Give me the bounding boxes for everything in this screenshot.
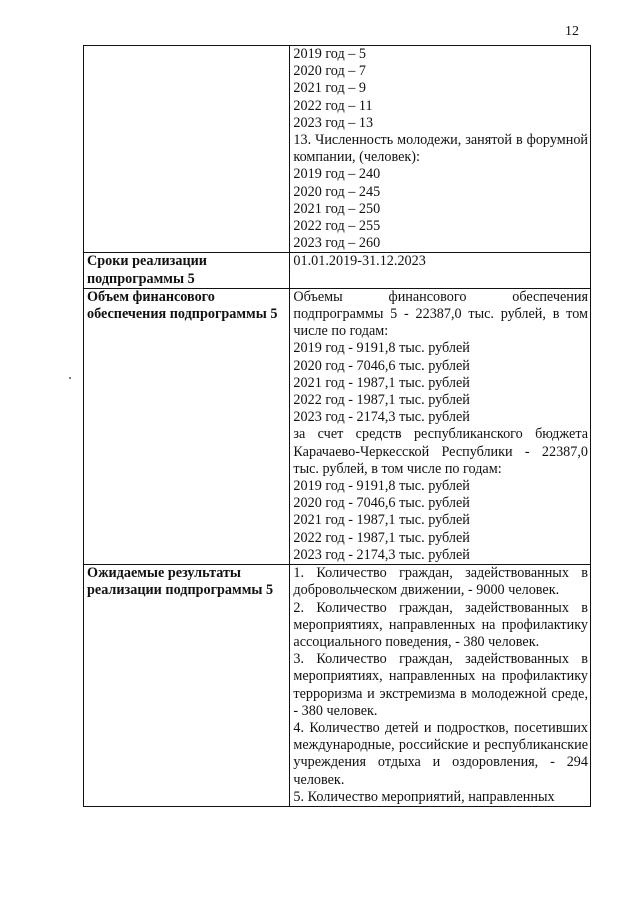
value-line: 2020 год – 7 [293, 63, 366, 80]
scan-speck [69, 377, 71, 379]
value-paragraph: 2. Количество граждан, задействованных в мероприятиях, направленных на профилактику ассоциального поведения, - 380 человек. [293, 599, 588, 650]
value-line: 2021 год - 1987,1 тыс. рублей [293, 374, 470, 391]
row-value [290, 253, 591, 288]
value-line: 2020 год - 7046,6 тыс. рублей [293, 357, 470, 374]
value-line: 2021 год – 250 [293, 200, 381, 217]
value-paragraph: 1. Количество граждан, задействованных в добровольческом движении, - 9000 человек. [293, 565, 588, 599]
value-line: 2022 год - 1987,1 тыс. рублей [293, 392, 470, 409]
value-line: 2020 год – 245 [293, 183, 381, 200]
page-number: 12 [565, 24, 579, 39]
value-line: 2023 год – 13 [293, 114, 374, 131]
value-paragraph: 3. Количество граждан, задействованных в мероприятиях, направленных на профилактику терроризма и экстремизма в молодежной среде, - 380 человек. [293, 651, 588, 719]
value-line: 2019 год – 240 [293, 166, 381, 183]
table-row-financing-volume [84, 288, 591, 564]
value-line: 5. Количество мероприятий, направленных [293, 788, 555, 805]
value-paragraph: 13. Численность молодежи, занятой в форумной компании, (человек): [293, 132, 588, 166]
row-label: Сроки реализации подпрограммы 5 [84, 253, 290, 288]
value-line: 2021 год – 9 [293, 80, 366, 97]
row-label: Ожидаемые результаты реализации подпрограммы 5 [84, 565, 290, 807]
table-row-indicators-continued [84, 46, 591, 253]
value-line: 2023 год – 260 [293, 235, 381, 252]
value-paragraph: Объемы финансового обеспечения подпрограммы 5 - 22387,0 тыс. рублей, в том числе по годам: [293, 288, 588, 340]
row-value [290, 565, 591, 807]
value-line: 2021 год - 1987,1 тыс. рублей [293, 512, 470, 529]
row-value [290, 46, 591, 253]
value-line: 2022 год - 1987,1 тыс. рублей [293, 529, 470, 546]
value-line: 01.01.2019-31.12.2023 [293, 253, 426, 270]
passport-table [83, 45, 591, 807]
value-paragraph: за счет средств республиканского бюджета Карачаево-Черкесской Республики - 22387,0 тыс. рублей, в том числе по годам: [293, 426, 588, 477]
value-line: 2019 год - 9191,8 тыс. рублей [293, 340, 470, 357]
value-line: 2023 год - 2174,3 тыс. рублей [293, 546, 470, 563]
value-line: 2023 год - 2174,3 тыс. рублей [293, 409, 470, 426]
row-label: Объем финансового обеспечения подпрограммы 5 [84, 288, 290, 564]
value-line: 2022 год – 255 [293, 218, 381, 235]
value-line: 2019 год – 5 [293, 46, 366, 62]
row-label [84, 46, 290, 253]
value-paragraph: 4. Количество детей и подростков, посетивших международные, российские и республиканские учреждения отдыха и оздоровления, - 294 человек. [293, 719, 588, 788]
value-line: 2020 год - 7046,6 тыс. рублей [293, 495, 470, 512]
table-row-expected-results [84, 565, 591, 807]
value-line: 2022 год – 11 [293, 97, 373, 114]
value-line: 2019 год - 9191,8 тыс. рублей [293, 478, 470, 495]
row-value [290, 288, 591, 564]
table-row-implementation-period [84, 253, 591, 288]
